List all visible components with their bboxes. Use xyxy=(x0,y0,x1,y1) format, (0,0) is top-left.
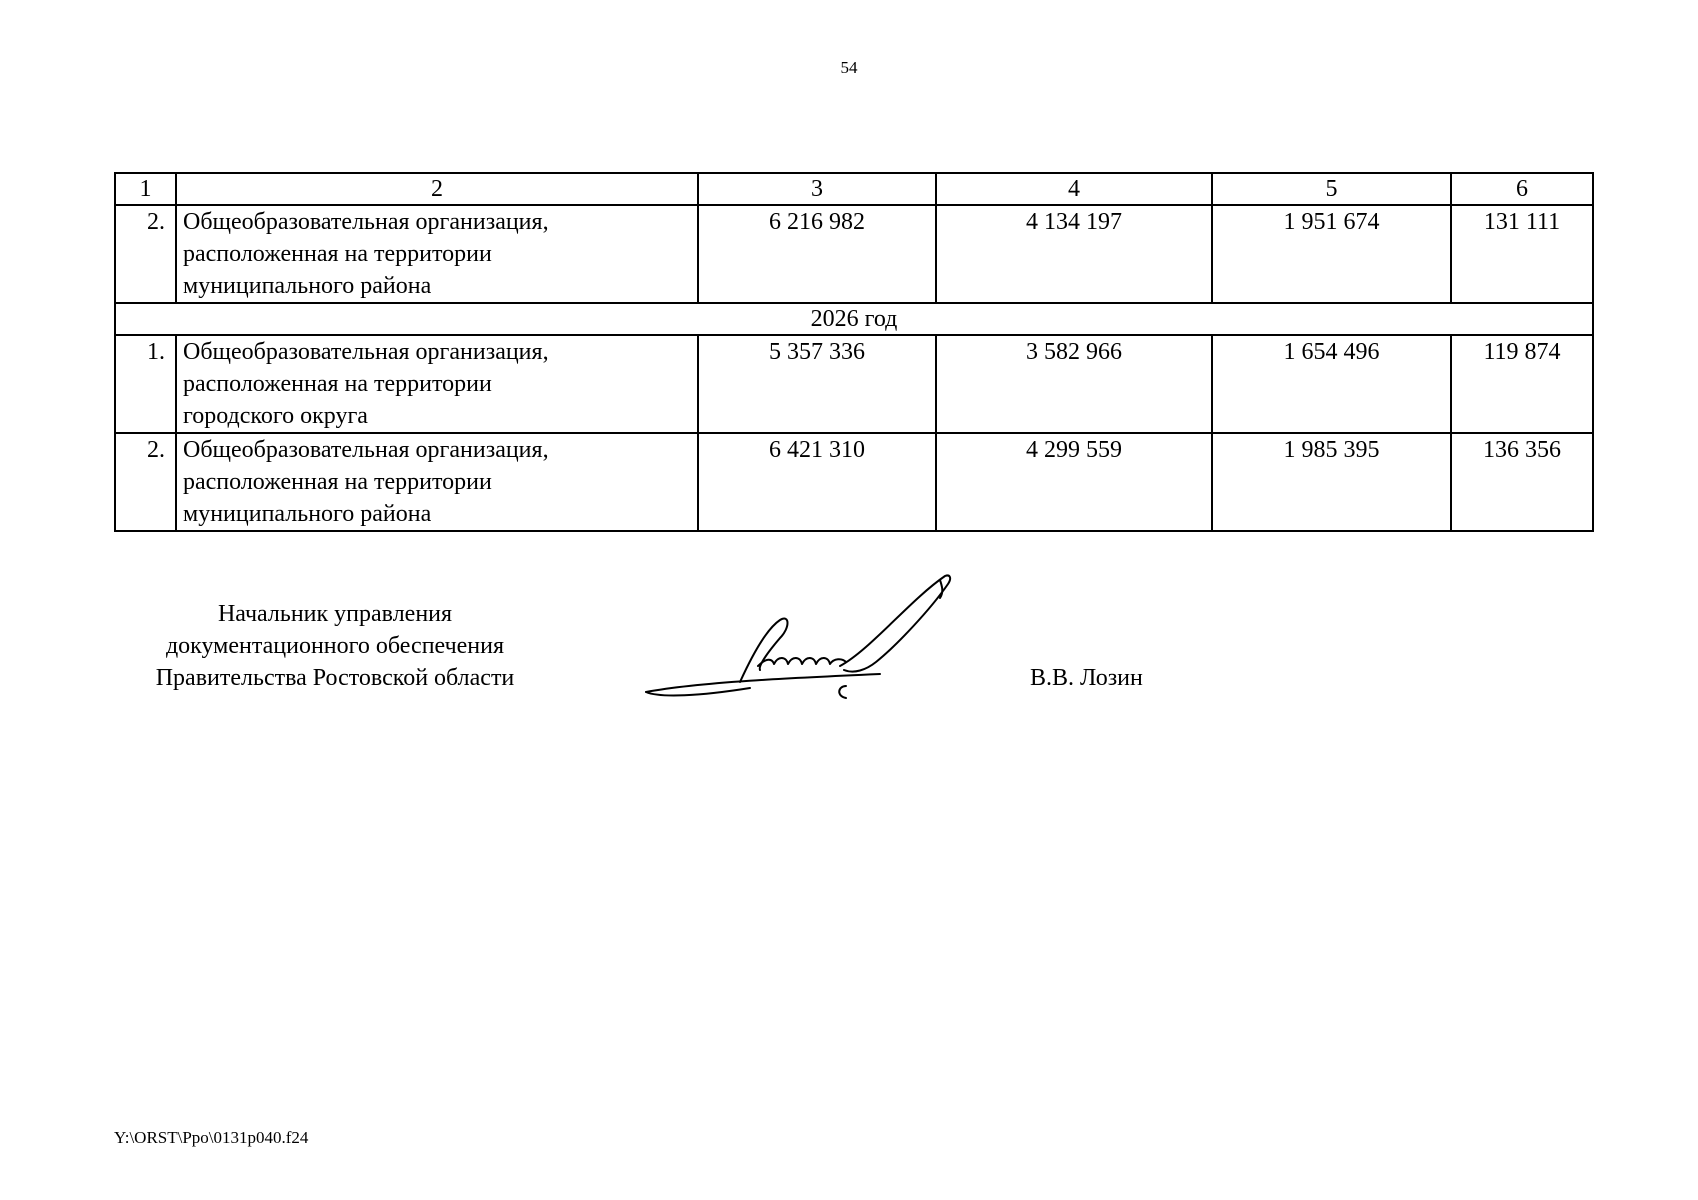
name-line: расположенная на территории xyxy=(183,241,492,267)
header-cell: 4 xyxy=(936,173,1212,205)
value-cell: 119 874 xyxy=(1451,335,1593,433)
value-cell: 3 582 966 xyxy=(936,335,1212,433)
organization-name xyxy=(176,433,698,531)
section-row xyxy=(115,303,1593,335)
signer-name: В.В. Лозин xyxy=(1030,665,1143,691)
header-cell: 1 xyxy=(115,173,176,205)
name-line: Общеобразовательная организация, xyxy=(183,339,549,365)
position-line: документационного обеспечения xyxy=(165,633,505,659)
position-line: Правительства Ростовской области xyxy=(155,665,515,691)
header-cell: 5 xyxy=(1212,173,1451,205)
organization-name xyxy=(176,335,698,433)
value-cell: 1 951 674 xyxy=(1212,205,1451,303)
table-row xyxy=(115,335,1593,433)
value-cell: 136 356 xyxy=(1451,433,1593,531)
page-number: 54 xyxy=(840,58,858,77)
name-line: муниципального района xyxy=(183,501,432,527)
section-label: 2026 год xyxy=(115,303,1593,335)
name-line: муниципального района xyxy=(183,273,432,299)
name-line: Общеобразовательная организация, xyxy=(183,437,549,463)
name-line: городского округа xyxy=(183,403,368,429)
row-number: 2. xyxy=(115,433,176,531)
value-cell: 1 985 395 xyxy=(1212,433,1451,531)
handwritten-signature xyxy=(640,570,970,710)
table-row xyxy=(115,433,1593,531)
header-cell: 6 xyxy=(1451,173,1593,205)
table-header-row xyxy=(115,173,1593,205)
file-path: Y:\ORST\Ppo\0131p040.f24 xyxy=(114,1128,309,1147)
name-line: расположенная на территории xyxy=(183,469,492,495)
header-cell: 2 xyxy=(176,173,698,205)
value-cell: 131 111 xyxy=(1451,205,1593,303)
value-cell: 1 654 496 xyxy=(1212,335,1451,433)
name-line: Общеобразовательная организация, xyxy=(183,209,549,235)
row-number: 2. xyxy=(115,205,176,303)
signer-position xyxy=(110,598,560,694)
value-cell: 6 421 310 xyxy=(698,433,936,531)
table-row xyxy=(115,205,1593,303)
organization-name xyxy=(176,205,698,303)
name-line: расположенная на территории xyxy=(183,371,492,397)
data-table xyxy=(114,172,1594,532)
value-cell: 4 299 559 xyxy=(936,433,1212,531)
row-number: 1. xyxy=(115,335,176,433)
value-cell: 5 357 336 xyxy=(698,335,936,433)
value-cell: 6 216 982 xyxy=(698,205,936,303)
value-cell: 4 134 197 xyxy=(936,205,1212,303)
position-line: Начальник управления xyxy=(217,601,453,627)
header-cell: 3 xyxy=(698,173,936,205)
